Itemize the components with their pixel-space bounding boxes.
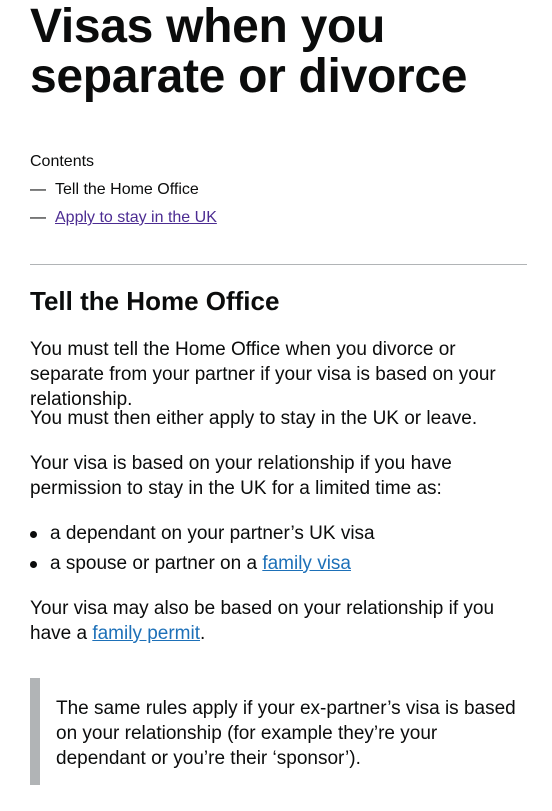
contents-dash: — (30, 181, 46, 198)
bullet-icon (30, 561, 37, 568)
paragraph-punctuation: . (200, 623, 206, 644)
contents-item-label: Tell the Home Office (55, 181, 199, 198)
paragraph-visa-based-on-relationship: Your visa is based on your relationship if you have permission to stay in the UK for a limited time as: (30, 453, 452, 499)
section-heading: Tell the Home Office (30, 286, 280, 316)
paragraph-apply-or-leave: You must then either apply to stay in the UK or leave. (30, 408, 478, 429)
paragraph-tell-home-office: You must tell the Home Office when you divorce or separate from your partner if your visa is based on your relationship. (30, 339, 496, 410)
contents-nav (30, 151, 217, 235)
section-divider (30, 264, 527, 265)
list-item-text: a dependant on your partner’s UK visa (50, 523, 375, 544)
contents-link-apply-to-stay[interactable]: Apply to stay in the UK (55, 209, 217, 226)
bullet-icon (30, 531, 37, 538)
inset-border (30, 678, 40, 785)
page-title: Visas when you separate or divorce (30, 0, 468, 103)
list-item (30, 521, 375, 546)
paragraph-family-permit (30, 596, 527, 646)
family-visa-link[interactable]: family visa (262, 553, 351, 574)
contents-dash: — (30, 209, 46, 226)
list-item (30, 551, 375, 576)
bullet-list (30, 521, 375, 581)
list-item-text: a spouse or partner on a (50, 553, 263, 574)
family-permit-link[interactable]: family permit (92, 623, 201, 644)
inset-text: The same rules apply if your ex-partner’s visa is based on your relationship (for example they’re your dependant or you’re their ‘sponsor’). (56, 698, 516, 769)
paragraph-text: Your visa may also be based on your relationship if you have a (30, 598, 495, 644)
inset-text-block (30, 678, 527, 785)
contents-item-tell-home-office (30, 179, 217, 201)
contents-item-apply-to-stay (30, 207, 217, 229)
contents-list (30, 179, 217, 229)
contents-heading: Contents (30, 153, 95, 170)
